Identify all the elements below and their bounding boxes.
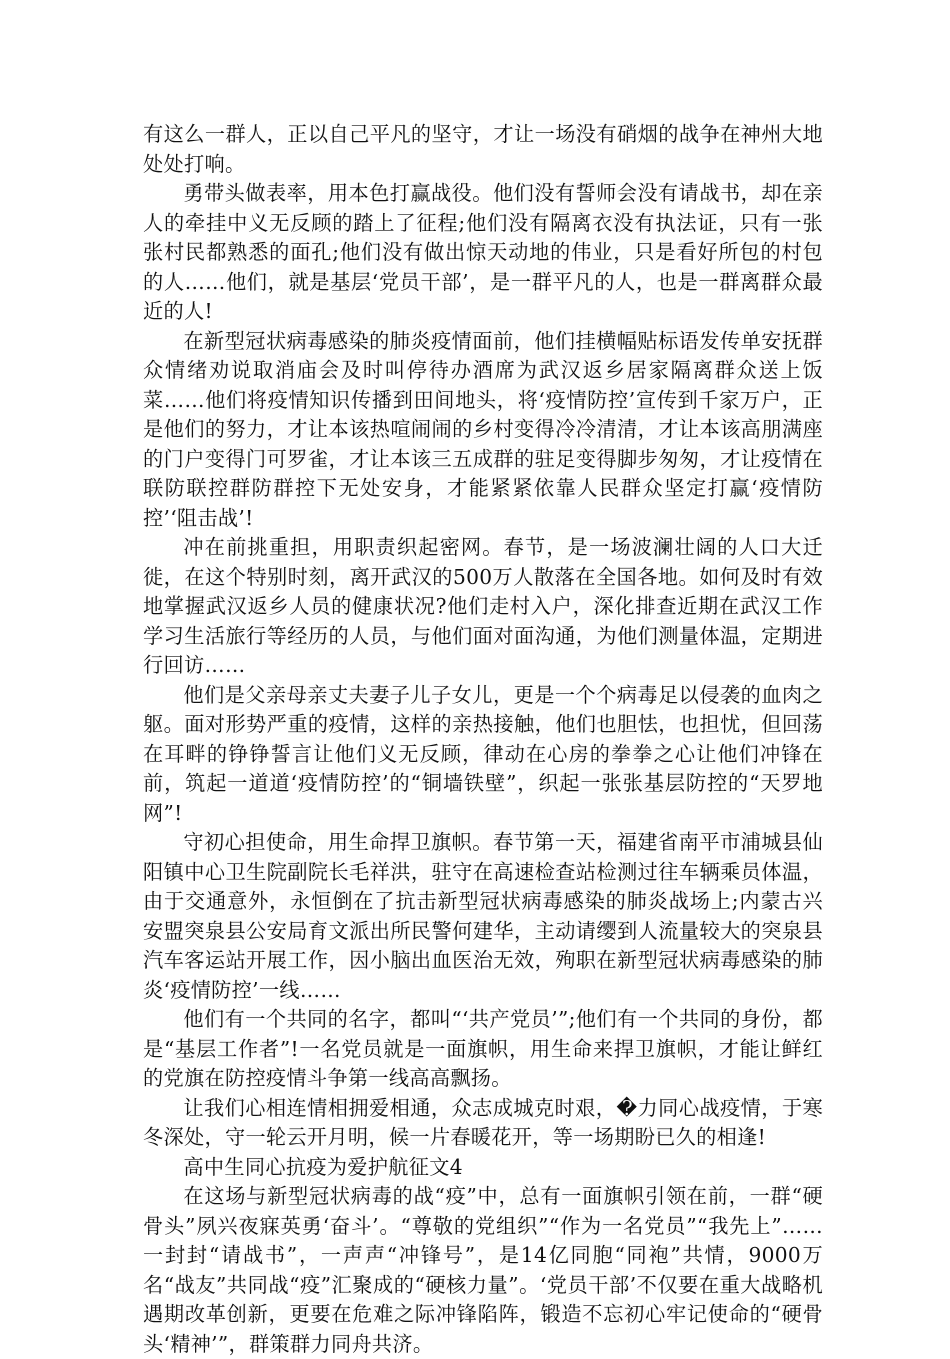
paragraph: 守初心担使命，用生命捍卫旗帜。春节第一天，福建省南平市浦城县仙阳镇中心卫生院副院长毛祥洪，驻守在高速检查站检测过往车辆乘员体温，由于交通意外，永恒倒在了抗击新型冠状病毒感染的肺炎战场上;内蒙古兴安盟突泉县公安局育文派出所民警何建华，主动请缨到人流量较大的突泉县汽车客运站开展工作，因小脑出血医治无效，殉职在新型冠状病毒感染的肺炎‘疫情防控’一线…… [143,830,823,1002]
paragraph: 勇带头做表率，用本色打赢战役。他们没有誓师会没有请战书，却在亲人的牵挂中义无反顾的踏上了征程;他们没有隔离衣没有执法证，只有一张张村民都熟悉的面孔;他们没有做出惊天动地的伟业，只是看好所包的村包的人……他们，就是基层‘党员干部’，是一群平凡的人，也是一群离群众最近的人! [143,181,823,323]
paragraph: 在这场与新型冠状病毒的战“疫”中，总有一面旗帜引领在前，一群“硬骨头”夙兴夜寐英勇‘奋斗’。“尊敬的党组织”“作为一名党员”“我先上”……一封封“请战书”，一声声“冲锋号”，是14亿同胞“同袍”共情，9000万名“战友”共同战“疫”汇聚成的“硬核力量”。‘党员干部’不仅要在重大战略机遇期改革创新，更要在危难之际冲锋陷阵，锻造不忘初心牢记使命的“硬骨头‘精神’”，群策群力同舟共济。 [143,1184,823,1356]
paragraph: 有这么一群人，正以自己平凡的坚守，才让一场没有硝烟的战争在神州大地处处打响。 [143,122,823,176]
section-heading: 高中生同心抗疫为爱护航征文4 [183,1154,463,1179]
paragraph: 他们是父亲母亲丈夫妻子儿子女儿，更是一个个病毒足以侵袭的血肉之躯。面对形势严重的疫情，这样的亲热接触，他们也胆怯，也担忧，但回荡在耳畔的铮铮誓言让他们义无反顾，律动在心房的拳拳之心让他们冲锋在前，筑起一道道‘疫情防控’的“铜墙铁壁”，织起一张张基层防控的“天罗地网”! [143,682,823,825]
paragraph: 让我们心相连情相拥爱相通，众志成城克时艰，�力同心战疫情，于寒冬深处，守一轮云开月明，候一片春暖花开，等一场期盼已久的相逢! [143,1095,823,1149]
paragraph: 在新型冠状病毒感染的肺炎疫情面前，他们挂横幅贴标语发传单安抚群众情绪劝说取消庙会及时叫停待办酒席为武汉返乡居家隔离群众送上饭菜……他们将疫情知识传播到田间地头，将‘疫情防控’宣传到千家万户，正是他们的努力，才让本该热喧闹闹的乡村变得冷冷清清，才让本该高朋满座的门户变得门可罗雀，才让本该三五成群的驻足变得脚步匆匆，才让疫情在联防联控群防群控下无处安身，才能紧紧依靠人民群众坚定打赢‘疫情防控’‘阻击战’! [143,328,823,530]
document-body [143,120,823,1359]
paragraph: 冲在前挑重担，用职责织起密网。春节，是一场波澜壮阔的人口大迁徙，在这个特别时刻，离开武汉的500万人散落在全国各地。如何及时有效地掌握武汉返乡人员的健康状况?他们走村入户，深化排查近期在武汉工作学习生活旅行等经历的人员，与他们面对面沟通，为他们测量体温，定期进行回访…… [143,535,823,677]
paragraph: 他们有一个共同的名字，都叫“‘共产党员’”;他们有一个共同的身份，都是“基层工作者”!一名党员就是一面旗帜，用生命来捍卫旗帜，才能让鲜红的党旗在防控疫情斗争第一线高高飘扬。 [143,1007,823,1090]
